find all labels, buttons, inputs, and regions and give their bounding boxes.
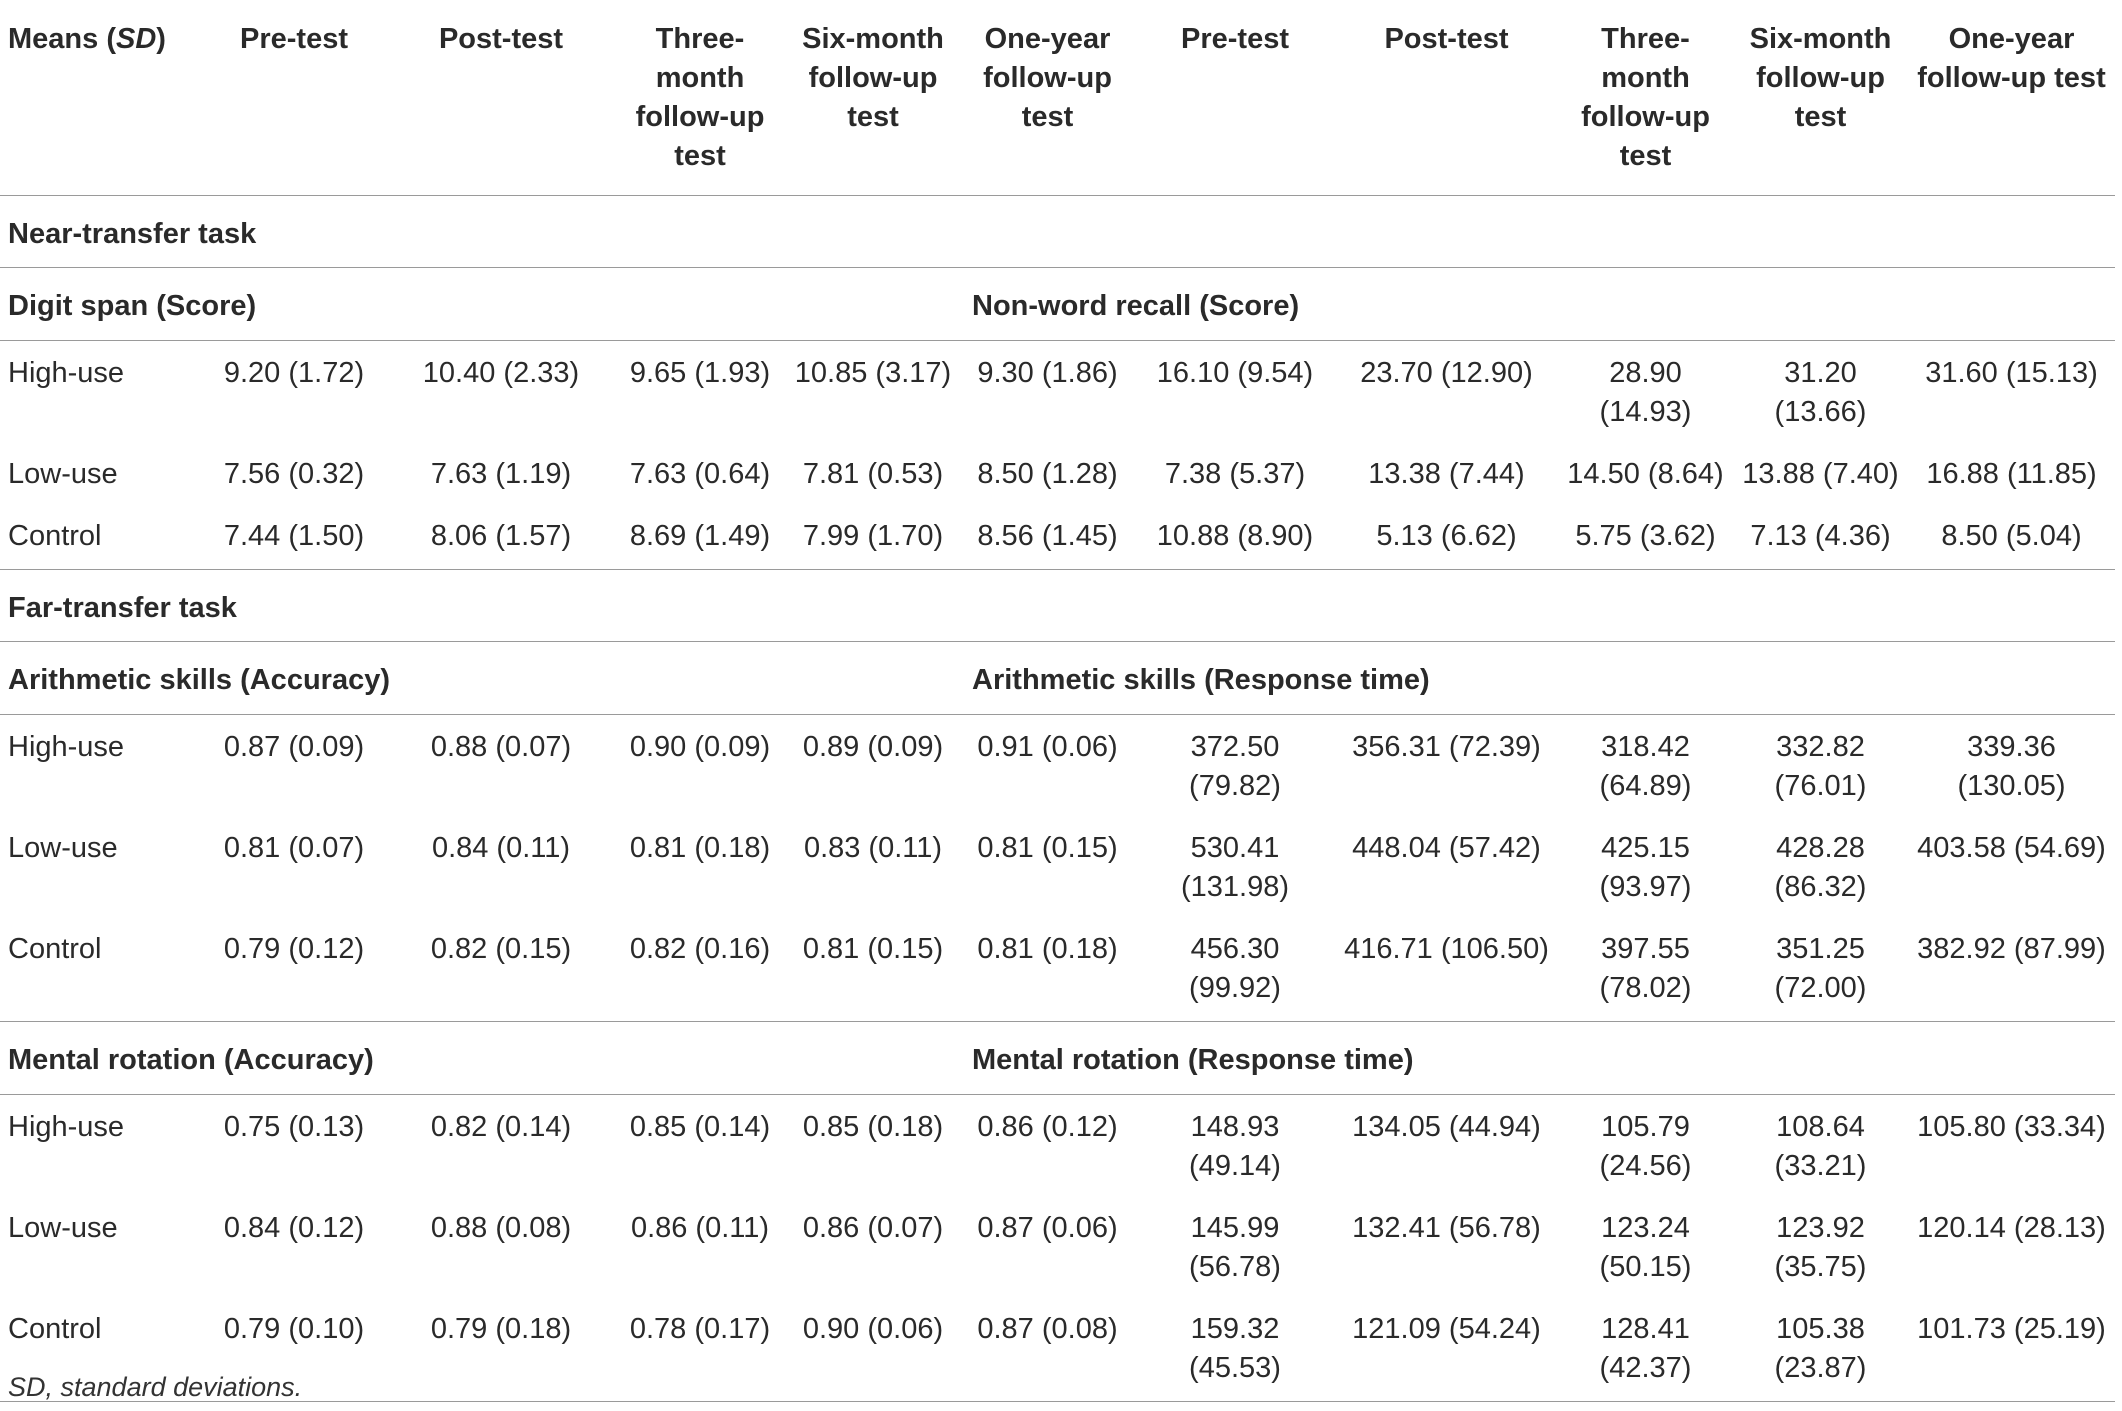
- table-cell: 105.79 (24.56): [1599, 1111, 1692, 1182]
- group-label: Control: [0, 1297, 200, 1402]
- table-cell: 7.56 (0.32): [223, 458, 365, 490]
- table-cell: 0.79 (0.10): [200, 1297, 388, 1402]
- column-header: Six-month follow-up test: [1733, 0, 1908, 196]
- section-title: Far-transfer task: [0, 570, 2115, 642]
- table-cell: 0.82 (0.16): [614, 917, 786, 1022]
- table-row: [0, 504, 2115, 570]
- table-cell: 0.89 (0.09): [802, 731, 944, 763]
- table-row: [0, 341, 2115, 443]
- table-cell: 8.69 (1.49): [614, 504, 786, 570]
- table-cell: 0.86 (0.11): [630, 1212, 770, 1244]
- table-cell: 318.42 (64.89): [1599, 731, 1692, 802]
- table-cell: 0.90 (0.06): [786, 1297, 960, 1402]
- table-cell: 0.85 (0.14): [629, 1111, 771, 1143]
- column-header: Three-month follow-up test: [1558, 0, 1733, 196]
- section-title: Near-transfer task: [0, 196, 2115, 268]
- table-cell: 382.92 (87.99): [1908, 917, 2115, 1022]
- table-row: [0, 715, 2115, 817]
- table-cell: 159.32 (45.53): [1135, 1297, 1335, 1402]
- table-cell: 339.36 (130.05): [1957, 731, 2066, 802]
- group-label: High-use: [8, 731, 125, 763]
- table-cell: 403.58 (54.69): [1917, 832, 2106, 864]
- table-cell: 120.14 (28.13): [1917, 1212, 2106, 1244]
- column-header: Pre-test: [200, 0, 388, 196]
- table-cell: 351.25 (72.00): [1733, 917, 1908, 1022]
- table-cell: 0.81 (0.15): [786, 917, 960, 1022]
- table-cell: 428.28 (86.32): [1774, 832, 1867, 903]
- table-body: [0, 196, 2115, 1402]
- column-header: One-year follow-up test: [960, 0, 1135, 196]
- section-header-row: [0, 196, 2115, 268]
- table-cell: 0.86 (0.12): [977, 1111, 1118, 1143]
- group-label: Low-use: [8, 458, 118, 490]
- table-cell: 8.06 (1.57): [388, 504, 614, 570]
- table-cell: 145.99 (56.78): [1189, 1212, 1281, 1283]
- column-header: Post-test: [1335, 0, 1558, 196]
- column-header: One-year follow-up test: [1908, 0, 2115, 196]
- table-cell: 0.91 (0.06): [977, 731, 1118, 763]
- table-cell: 530.41 (131.98): [1180, 832, 1289, 903]
- table-row: [0, 442, 2115, 504]
- table-cell: 0.82 (0.14): [430, 1111, 572, 1143]
- means-label: Means: [8, 23, 99, 55]
- measure-header-row: [0, 1022, 2115, 1095]
- table-footnote: [8, 1372, 302, 1403]
- table-cell: 0.81 (0.15): [977, 832, 1118, 864]
- table-cell: 8.50 (5.04): [1908, 504, 2115, 570]
- table-cell: 8.50 (1.28): [977, 458, 1118, 490]
- table-cell: 28.90 (14.93): [1599, 357, 1692, 428]
- table-cell: 0.84 (0.12): [223, 1212, 365, 1244]
- table-row: [0, 1297, 2115, 1402]
- column-header: Three-month follow-up test: [614, 0, 786, 196]
- table-cell: 7.38 (5.37): [1164, 458, 1306, 490]
- table-cell: 0.83 (0.11): [803, 832, 943, 864]
- table-cell: 0.84 (0.11): [431, 832, 571, 864]
- group-label: Low-use: [8, 832, 118, 864]
- table-cell: 356.31 (72.39): [1352, 731, 1541, 763]
- sd-label: SD: [115, 23, 157, 55]
- header-row: [0, 0, 2115, 196]
- table-cell: 134.05 (44.94): [1352, 1111, 1541, 1143]
- table-cell: 121.09 (54.24): [1335, 1297, 1558, 1402]
- table-cell: 7.63 (0.64): [629, 458, 771, 490]
- table-cell: 13.38 (7.44): [1368, 458, 1525, 490]
- table-cell: 0.81 (0.18): [960, 917, 1135, 1022]
- table-cell: 7.99 (1.70): [786, 504, 960, 570]
- table-cell: 0.85 (0.18): [802, 1111, 944, 1143]
- table-cell: 31.60 (15.13): [1925, 357, 2098, 389]
- column-header: Six-month follow-up test: [786, 0, 960, 196]
- table-cell: 128.41 (42.37): [1558, 1297, 1733, 1402]
- table-cell: 0.75 (0.13): [223, 1111, 365, 1143]
- table-cell: 148.93 (49.14): [1189, 1111, 1281, 1182]
- table-cell: 0.87 (0.09): [223, 731, 365, 763]
- table-cell: 372.50 (79.82): [1189, 731, 1281, 802]
- table-cell: 0.78 (0.17): [614, 1297, 786, 1402]
- table-cell: 31.20 (13.66): [1774, 357, 1867, 428]
- group-label: Low-use: [8, 1212, 118, 1244]
- table-cell: 5.75 (3.62): [1558, 504, 1733, 570]
- table-cell: 16.10 (9.54): [1156, 357, 1314, 389]
- table-cell: 456.30 (99.92): [1135, 917, 1335, 1022]
- measure-title-left: Arithmetic skills (Accuracy): [0, 642, 960, 715]
- table-cell: 7.44 (1.50): [200, 504, 388, 570]
- measure-header-row: [0, 642, 2115, 715]
- table-cell: 123.92 (35.75): [1774, 1212, 1867, 1283]
- table-cell: 10.40 (2.33): [422, 357, 580, 389]
- table-cell: 0.90 (0.09): [629, 731, 771, 763]
- table-cell: 0.79 (0.18): [388, 1297, 614, 1402]
- header-means-sd: Means (SD): [0, 0, 200, 196]
- table-cell: 132.41 (56.78): [1352, 1212, 1541, 1244]
- table-cell: 105.80 (33.34): [1917, 1111, 2106, 1143]
- table-cell: 23.70 (12.90): [1360, 357, 1533, 389]
- group-label: High-use: [8, 357, 125, 389]
- group-label: Control: [0, 504, 200, 570]
- table-cell: 14.50 (8.64): [1567, 458, 1724, 490]
- group-label: High-use: [8, 1111, 125, 1143]
- table-cell: 9.20 (1.72): [223, 357, 365, 389]
- table-cell: 425.15 (93.97): [1599, 832, 1692, 903]
- table-cell: 0.79 (0.12): [200, 917, 388, 1022]
- table-cell: 108.64 (33.21): [1774, 1111, 1867, 1182]
- table-cell: 0.81 (0.07): [223, 832, 365, 864]
- table-cell: 448.04 (57.42): [1352, 832, 1541, 864]
- table-cell: 0.82 (0.15): [388, 917, 614, 1022]
- measure-title-right: Non-word recall (Score): [960, 268, 2115, 341]
- table-cell: 9.65 (1.93): [629, 357, 771, 389]
- table-cell: 105.38 (23.87): [1733, 1297, 1908, 1402]
- table-cell: 0.86 (0.07): [802, 1212, 944, 1244]
- table-cell: 13.88 (7.40): [1742, 458, 1899, 490]
- table-cell: 416.71 (106.50): [1335, 917, 1558, 1022]
- group-label: Control: [0, 917, 200, 1022]
- measure-title-right: Mental rotation (Response time): [960, 1022, 2115, 1095]
- table-cell: 10.88 (8.90): [1135, 504, 1335, 570]
- table-row: [0, 1095, 2115, 1197]
- column-header: Pre-test: [1135, 0, 1335, 196]
- section-header-row: [0, 570, 2115, 642]
- table-cell: 7.81 (0.53): [802, 458, 944, 490]
- table-cell: 16.88 (11.85): [1926, 458, 2097, 490]
- footnote-text: , standard deviations.: [45, 1372, 303, 1402]
- table-cell: 123.24 (50.15): [1599, 1212, 1692, 1283]
- footnote-abbr: SD: [8, 1372, 46, 1402]
- measure-header-row: [0, 268, 2115, 341]
- table-row: [0, 816, 2115, 917]
- measure-title-right: Arithmetic skills (Response time): [960, 642, 2115, 715]
- column-header: Post-test: [388, 0, 614, 196]
- table-cell: 101.73 (25.19): [1908, 1297, 2115, 1402]
- table-cell: 7.13 (4.36): [1733, 504, 1908, 570]
- measure-title-left: Mental rotation (Accuracy): [0, 1022, 960, 1095]
- table-cell: 8.56 (1.45): [960, 504, 1135, 570]
- table-cell: 10.85 (3.17): [794, 357, 952, 389]
- table-row: [0, 1196, 2115, 1297]
- table-cell: 9.30 (1.86): [977, 357, 1118, 389]
- table-cell: 0.87 (0.08): [960, 1297, 1135, 1402]
- table-cell: 7.63 (1.19): [430, 458, 572, 490]
- table-cell: 0.81 (0.18): [629, 832, 771, 864]
- table-cell: 0.87 (0.06): [977, 1212, 1118, 1244]
- table-cell: 0.88 (0.07): [430, 731, 572, 763]
- table-cell: 5.13 (6.62): [1335, 504, 1558, 570]
- table-cell: 332.82 (76.01): [1774, 731, 1867, 802]
- table-cell: 0.88 (0.08): [430, 1212, 572, 1244]
- measure-title-left: Digit span (Score): [0, 268, 960, 341]
- table-cell: 397.55 (78.02): [1558, 917, 1733, 1022]
- table-row: [0, 917, 2115, 1022]
